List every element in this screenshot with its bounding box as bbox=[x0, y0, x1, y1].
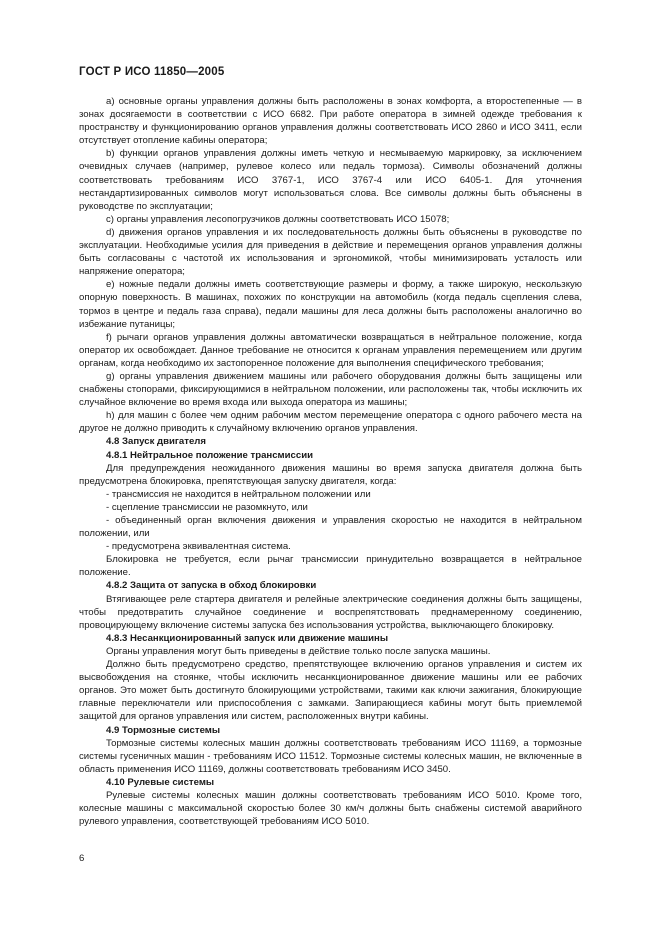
paragraph-item-b: b) функции органов управления должны иметь четкую и несмываемую маркировку, за исключением очевидных случаев (например, рулевое колесо или педаль тормоза). Символы обозначений должны соответствовать требованиям ИСО 3767-1, ИСО 3767-4 или ИСО 6405-1. Для уточнения нестандартизированных символов могут использоваться слова. Все символы должны быть объяснены в руководстве по эксплуатации; bbox=[79, 148, 582, 212]
section-heading-4-8-1: 4.8.1 Нейтральное положение трансмиссии bbox=[106, 449, 314, 461]
paragraph-4-10: Рулевые системы колесных машин должны соответствовать требованиям ИСО 5010. Кроме того, колесные машины с максимальной скоростью более 30 км/ч должны быть снабжены системой аварийного рулевого управления, соответствующей требованиям ИСО 5010. bbox=[79, 789, 582, 828]
paragraph-item-h: h) для машин с более чем одним рабочим местом перемещение оператора с одного рабочего места на другое не должно приводить к случайному включению органов управления. bbox=[79, 410, 582, 435]
paragraph-item-f: f) рычаги органов управления должны автоматически возвращаться в нейтральное положение, когда оператор их освобождает. Данное требование не относится к органам управления перемещением или другим органам, когда необходимо их застопоренное положение для выполнения специфического требования; bbox=[79, 331, 582, 369]
section-heading-4-8-3: 4.8.3 Несанкционированный запуск или движение машины bbox=[106, 632, 389, 644]
section-heading-4-8-2: 4.8.2 Защита от запуска в обход блокировки bbox=[106, 580, 317, 592]
paragraph-item-c: c) органы управления лесопогрузчиков должны соответствовать ИСО 15078; bbox=[106, 213, 450, 225]
paragraph-4-8-1-intro: Для предупреждения неожиданного движения машины во время запуска двигателя должна быть предусмотрена блокировка, препятствующая запуску двигателя, когда: bbox=[79, 462, 582, 487]
section-heading-4-8: 4.8 Запуск двигателя bbox=[106, 436, 206, 448]
list-item-equivalent-system: - предусмотрена эквивалентная система. bbox=[106, 541, 291, 553]
paragraph-item-a: а) основные органы управления должны быть расположены в зонах комфорта, а второстепенные — в зонах досягаемости в соответствии с ИСО 6682. При работе оператора в зимней одежде требования к пространству и функционированию органов управления должны соответствовать ИСО 2860 и ИСО 3411, если отсутствует отопление кабины оператора; bbox=[79, 96, 582, 147]
list-item-transmission: - трансмиссия не находится в нейтральном положении или bbox=[106, 488, 371, 500]
paragraph-item-e: e) ножные педали должны иметь соответствующие размеры и форму, а также широкую, нескользкую опорную поверхность. В машинах, похожих по конструкции на автомобиль (когда педаль сцепления слева, тормоз в центре и педаль газа справа), педали машины для леса должны быть расположены аналогично во избежание путаницы; bbox=[79, 279, 582, 330]
paragraph-4-8-3-second: Должно быть предусмотрено средство, препятствующее включению органов управления и систем их высвобождения на стоянке, чтобы исключить несанкционированное движение машины или ее рабочих органов. Это может быть достигнуто блокирующими устройствами, такими как ключи зажигания, блокирующие главные переключатели или приспособления с замками. Запирающиеся кабины могут быть приемлемой защитой для органов управления или систем, расположенных внутри кабины. bbox=[79, 659, 582, 723]
paragraph-4-8-2: Втягивающее реле стартера двигателя и релейные электрические соединения должны быть защищены, чтобы предотвратить случайное соединение и воспрепятствовать преднамеренному соединению, провоцирующему включение системы запуска без использования устройства, выключающего блокировку. bbox=[79, 593, 582, 631]
page-number: 6 bbox=[79, 853, 85, 864]
list-item-combined-control: - объединенный орган включения движения и управления скоростью не находится в нейтральном положении, или bbox=[79, 515, 582, 540]
paragraph-item-d: d) движения органов управления и их последовательность должны быть объяснены в руководстве по эксплуатации. Необходимые усилия для приведения в действие и перемещения органов управления должны быть согласованы с частотой их использования и эргономикой, чтобы минимизировать усталость или напряжение оператора; bbox=[79, 226, 582, 278]
document-body bbox=[79, 95, 582, 828]
section-heading-4-10: 4.10 Рулевые системы bbox=[106, 776, 215, 788]
paragraph-item-g: g) органы управления движением машины или рабочего оборудования должны быть защищены или снабжены стопорами, фиксирующимися в нейтральном положении, или расположены так, чтобы исключить их случайное включение во время входа или выхода оператора из машины; bbox=[79, 370, 582, 409]
paragraph-4-9: Тормозные системы колесных машин должны соответствовать требованиям ИСО 11169, а тормозные системы гусеничных машин - требованиям ИСО 11512. Тормозные системы колесных машин, не включенные в область применения ИСО 11169, должны соответствовать требованиям ИСО 3450. bbox=[79, 737, 582, 775]
paragraph-4-8-1-end: Блокировка не требуется, если рычаг трансмиссии принудительно возвращается в нейтральное положение. bbox=[79, 554, 582, 579]
document-header: ГОСТ Р ИСО 11850—2005 bbox=[79, 66, 225, 78]
paragraph-4-8-3-first: Органы управления могут быть приведены в действие только после запуска машины. bbox=[106, 645, 491, 657]
section-heading-4-9: 4.9 Тормозные системы bbox=[106, 724, 221, 736]
list-item-clutch: - сцепление трансмиссии не разомкнуто, или bbox=[106, 501, 308, 513]
